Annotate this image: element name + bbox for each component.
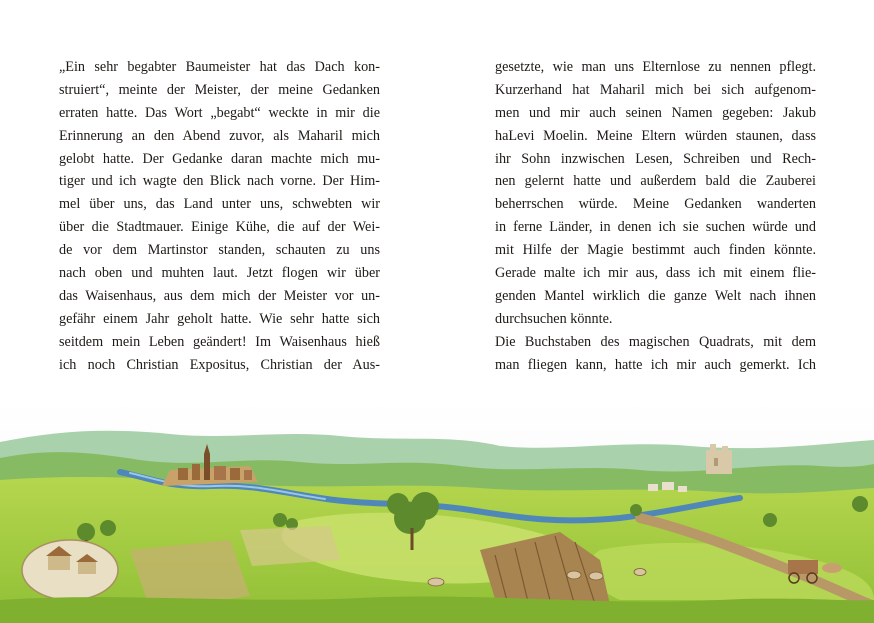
text-line: mit Hilfe der Magie bestimmt auch finden könnte. [495, 242, 816, 259]
text-line: nen gelernt hatte und außerdem bald die Zauberei [495, 173, 816, 190]
text-line: in ferne Länder, in denen ich sie suchen würde und [495, 219, 816, 236]
paragraph-end-line: durchsuchen könnte. [495, 310, 613, 327]
right-page-text [495, 56, 816, 376]
text-line: mel über uns, das Land unter uns, schwebten wir [59, 196, 380, 213]
text-line: das Waisenhaus, aus dem mich der Meister vor un- [59, 287, 380, 304]
text-line: seitdem mein Leben geändert! Im Waisenhaus hieß [59, 333, 380, 350]
landscape-illustration [0, 400, 874, 623]
left-page-text [59, 56, 380, 376]
text-line: gelobt hatte. Der Gedanke daran machte mich mu- [59, 150, 380, 167]
text-line: Kurzerhand hat Maharil mich bei sich aufgenom- [495, 81, 816, 98]
text-line: nach oben und muhten laut. Jetzt flogen wir über [59, 265, 380, 282]
text-line: gefähr einem Jahr geholt hatte. Wie sehr hatte sich [59, 310, 380, 327]
text-line: struiert“, meinte der Meister, der meine Gedanken [59, 81, 380, 98]
text-line: Erinnerung an den Abend zuvor, als Maharil mich [59, 127, 380, 144]
text-line: „Ein sehr begabter Baumeister hat das Dach kon- [59, 59, 380, 75]
text-line: ich noch Christian Expositus, Christian der Aus- [59, 356, 380, 373]
text-line: über die Stadtmauer. Einige Kühe, die auf der Wei- [59, 219, 380, 236]
text-line: de vor dem Martinstor standen, schauten zu uns [59, 242, 380, 259]
text-line: beherrschen würde. Meine Gedanken wanderten [495, 196, 816, 213]
farmstead [22, 540, 118, 600]
landscape-picture [0, 400, 874, 623]
text-line: tiger und ich wagte den Blick nach vorne. Der Him- [59, 173, 380, 190]
field-strip [240, 526, 340, 566]
foreground-grass [0, 596, 874, 623]
text-line: erraten hatte. Das Wort „begabt“ weckte in mir die [59, 104, 380, 121]
text-line: man fliegen kann, hatte ich mir auch gemerkt. Ich [495, 356, 816, 373]
text-line: haLevi Moelin. Meine Eltern würden staunen, dass [495, 127, 816, 144]
text-line: men und mir auch seinen Namen gegeben: Jakub [495, 104, 816, 121]
text-line: Gerade malte ich mir aus, dass ich mit einem flie- [495, 265, 816, 282]
text-line: ihr Sohn inzwischen Lesen, Schreiben und Rech- [495, 150, 816, 167]
text-line: Die Buchstaben des magischen Quadrats, mit dem [495, 333, 816, 350]
text-line: genden Mantel wirklich die ganze Welt nach ihnen [495, 287, 816, 304]
text-line: gesetzte, wie man uns Elternlose zu nennen pflegt. [495, 59, 816, 75]
